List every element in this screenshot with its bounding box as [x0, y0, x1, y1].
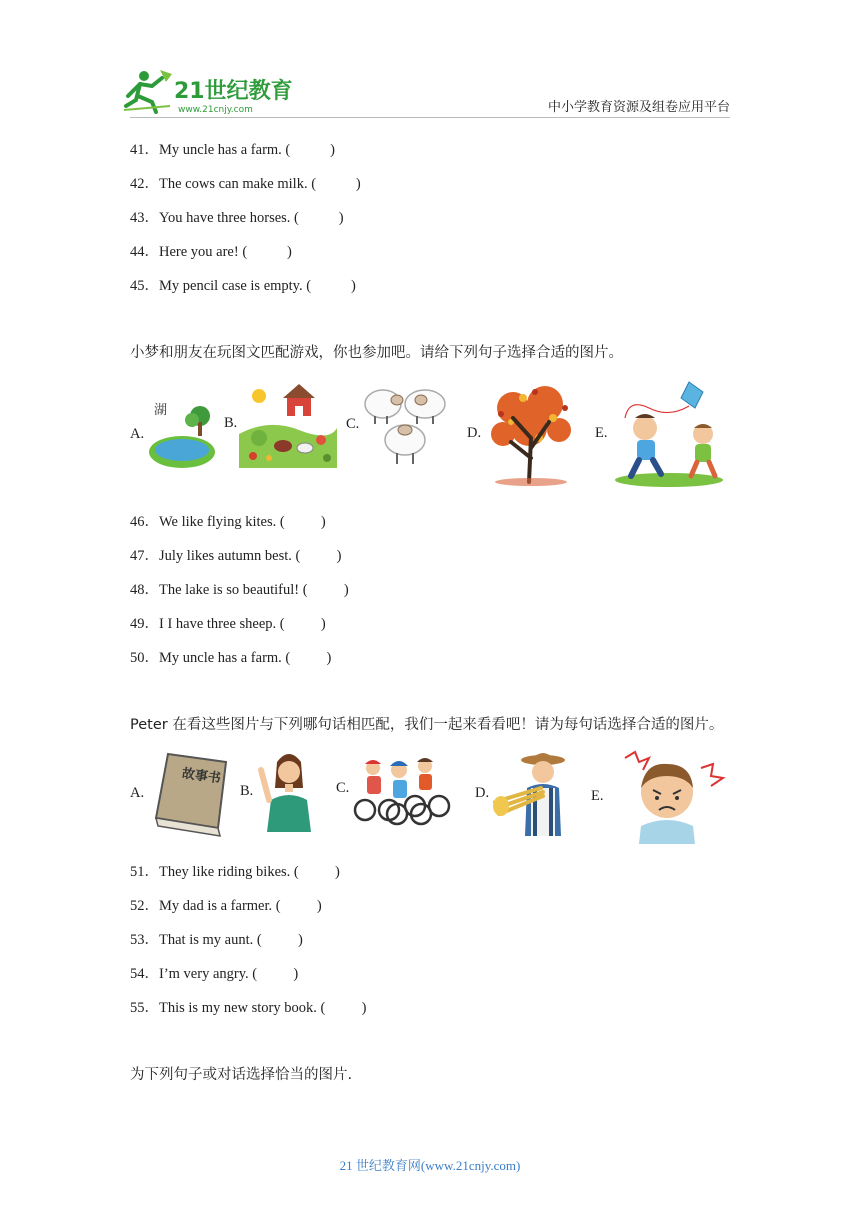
story-book-icon: [146, 748, 238, 838]
question-49: 49．I I have three sheep. ( ): [130, 616, 326, 632]
option-c: [336, 748, 451, 828]
sheep-icon: [361, 378, 453, 470]
option-c: [346, 378, 453, 470]
option-d: [467, 378, 581, 488]
option-label: E.: [595, 424, 608, 441]
autumn-tree-icon: [483, 378, 581, 488]
question-41: 41．My uncle has a farm. ( ): [130, 142, 335, 158]
question-48: 48．The lake is so beautiful! ( ): [130, 582, 349, 598]
question-54: 54．I’m very angry. ( ): [130, 966, 299, 982]
question-42: 42．The cows can make milk. ( ): [130, 176, 361, 192]
question-53: 53．That is my aunt. ( ): [130, 932, 303, 948]
option-e: [595, 378, 729, 488]
page-footer: 21 世纪教育网(www.21cnjy.com): [339, 1158, 521, 1173]
section4-instruction: 为下列句子或对话选择恰当的图片.: [130, 1067, 353, 1083]
option-label: B.: [224, 414, 238, 431]
section3-options: [130, 748, 740, 858]
aunt-icon: [255, 748, 325, 834]
option-label: D.: [475, 784, 490, 801]
site-logo: [122, 66, 292, 116]
question-55: 55．This is my new story book. ( ): [130, 1000, 367, 1016]
section2-options: [130, 378, 740, 488]
book-title: 故事书: [181, 766, 222, 787]
question-52: 52．My dad is a farmer. ( ): [130, 898, 322, 914]
option-label: C.: [336, 779, 350, 796]
option-label: A.: [130, 425, 145, 442]
question-51: 51．They like riding bikes. ( ): [130, 864, 340, 880]
option-a: [130, 748, 238, 838]
kite-kids-icon: [609, 378, 729, 488]
question-46: 46．We like flying kites. ( ): [130, 514, 326, 530]
page-header: [0, 0, 860, 125]
option-label: B.: [240, 782, 254, 799]
lake-icon: [146, 398, 218, 470]
option-label: C.: [346, 415, 360, 432]
logo-url: www.21cnjy.com: [178, 105, 253, 115]
question-50: 50．My uncle has a farm. ( ): [130, 650, 332, 666]
option-b: [224, 378, 337, 468]
angry-boy-icon: [605, 748, 729, 844]
option-label: D.: [467, 424, 482, 441]
option-b: [240, 748, 325, 834]
option-d: [475, 748, 577, 838]
option-e: [591, 748, 729, 844]
question-47: 47．July likes autumn best. ( ): [130, 548, 342, 564]
farmer-icon: [491, 748, 577, 838]
option-label: E.: [591, 787, 604, 804]
farm-icon: [239, 378, 337, 468]
question-43: 43．You have three horses. ( ): [130, 210, 344, 226]
platform-name: 中小学教育资源及组卷应用平台: [547, 99, 730, 114]
question-45: 45．My pencil case is empty. ( ): [130, 278, 356, 294]
option-label: A.: [130, 784, 145, 801]
header-divider: [130, 117, 730, 118]
logo-text: 21世纪教育: [174, 79, 292, 104]
riding-bikes-icon: [351, 748, 451, 828]
section2-instruction: 小梦和朋友在玩图文匹配游戏，你也参加吧。请给下列句子选择合适的图片。: [130, 345, 623, 361]
question-44: 44．Here you are! ( ): [130, 244, 292, 260]
section3-instruction: Peter 在看这些图片与下列哪句话相匹配，我们一起来看看吧！请为每句话选择合适的图片。: [130, 717, 724, 733]
option-a: [130, 398, 218, 470]
lake-caption: 湖: [154, 403, 168, 418]
